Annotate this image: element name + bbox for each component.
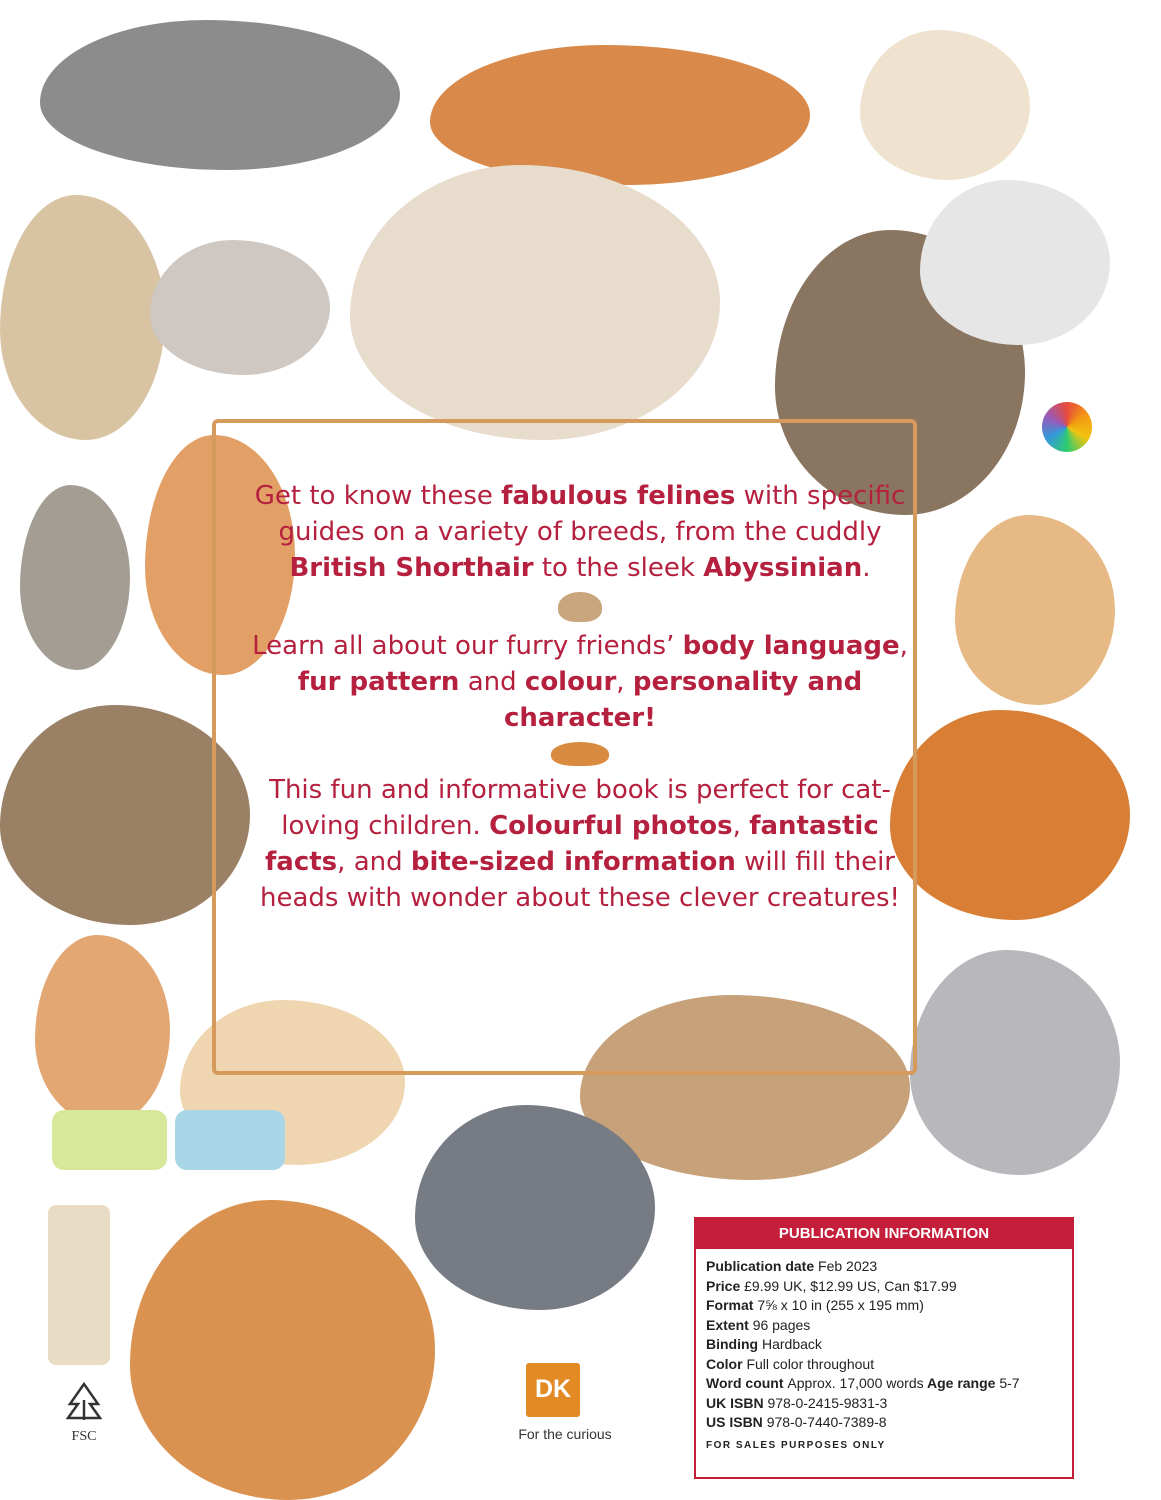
publication-row-label: Color (706, 1355, 747, 1372)
publication-row (706, 1316, 1062, 1336)
publication-row (706, 1413, 1062, 1433)
highlight-text: colour (524, 667, 617, 697)
grey-kitten-photo (150, 240, 330, 375)
highlight-text: fantastic facts (264, 811, 879, 877)
description-paragraph-3 (240, 772, 920, 916)
ginger-longhair-closeup-photo (130, 1200, 435, 1500)
age-range-label: Age range (923, 1375, 1000, 1391)
fsc-label: FSC (71, 1429, 97, 1444)
body-text: , and (337, 847, 411, 877)
body-text: , (732, 811, 750, 841)
lying-kitten-separator-photo (551, 742, 609, 766)
publication-row (706, 1257, 1062, 1277)
body-text: This fun and informative book is perfect for cat-loving children. (269, 775, 891, 841)
scratching-post-photo (48, 1205, 110, 1365)
body-text: with specific guides on a variety of breeds, from the cuddly (278, 481, 906, 547)
publication-row-value: Feb 2023 (818, 1258, 878, 1274)
ginger-kitten-playing-photo (955, 515, 1115, 705)
description-paragraph-1 (240, 478, 920, 586)
fsc-tree-icon (62, 1380, 106, 1424)
fsc-logo (56, 1380, 112, 1445)
publication-row-label: Extent (706, 1316, 753, 1333)
blue-spotted-bowl-photo (175, 1110, 285, 1170)
body-text: . (862, 553, 871, 583)
tabby-kitten-looking-up-photo (20, 485, 130, 670)
dk-logo: DK (526, 1363, 580, 1417)
description-paragraph-2 (240, 628, 920, 736)
publication-info-box (694, 1217, 1074, 1479)
highlight-text: British Shorthair (289, 553, 534, 583)
publication-row-label: Format (706, 1297, 758, 1313)
highlight-text: fur pattern (297, 667, 460, 697)
body-text: will fill their heads with wonder about these clever creatures! (260, 847, 900, 913)
sales-purposes-note: FOR SALES PURPOSES ONLY (706, 1439, 886, 1451)
publication-row-value: 978-0-7440-7389-8 (766, 1414, 887, 1430)
tabby-cat-leaping-photo (40, 20, 400, 170)
publication-row-label: Publication date (706, 1258, 819, 1274)
ginger-kitten-licking-photo (35, 935, 170, 1125)
publication-row (706, 1355, 1062, 1375)
small-kitten-separator-photo (558, 592, 602, 622)
book-description (240, 478, 920, 916)
body-text: , (616, 667, 633, 697)
highlight-text: personality and character! (504, 667, 863, 733)
publication-row-value: Full color throughout (746, 1355, 875, 1372)
highlight-text: fabulous felines (501, 481, 736, 511)
british-shorthair-grey-photo (415, 1105, 655, 1310)
publication-info-rows (706, 1257, 1062, 1433)
grey-fluffy-kitten-photo (910, 950, 1120, 1175)
highlight-text: Abyssinian (703, 553, 863, 583)
cream-kitten-photo (860, 30, 1030, 180)
age-range-value: 5-7 (999, 1375, 1020, 1391)
publication-row (706, 1335, 1062, 1355)
publication-info-body (696, 1249, 1072, 1463)
publication-row-label: Binding (706, 1336, 762, 1352)
publication-row-value: £9.99 UK, $12.99 US, Can $17.99 (744, 1277, 957, 1294)
rainbow-ball-photo (1042, 402, 1092, 452)
publication-row (706, 1374, 1062, 1394)
body-text: to the sleek (533, 553, 704, 583)
publication-row-value: Hardback (762, 1336, 822, 1352)
publication-row-label: UK ISBN (706, 1394, 768, 1411)
publication-row-label: Word count (706, 1375, 788, 1391)
cat-and-kittens-group-photo (350, 165, 720, 440)
green-spotted-bowl-photo (52, 1110, 167, 1170)
siamese-cat-photo (0, 195, 165, 440)
body-text: Get to know these (254, 481, 502, 511)
publication-row-label: Price (706, 1277, 745, 1294)
highlight-text: bite-sized information (410, 847, 736, 877)
publication-row-value: 978-0-2415-9831-3 (767, 1394, 888, 1411)
publication-row (706, 1296, 1062, 1316)
highlight-text: body language (682, 631, 900, 661)
publication-row-value: 7⅝ x 10 in (255 x 195 mm) (757, 1297, 924, 1313)
publisher-tagline: For the curious (518, 1426, 612, 1442)
orange-kitten-with-toy-photo (890, 710, 1130, 920)
publication-row (706, 1277, 1062, 1297)
publication-row-value: Approx. 17,000 words (787, 1375, 924, 1391)
publication-row-value: 96 pages (752, 1316, 811, 1333)
publication-row-label: US ISBN (706, 1414, 767, 1430)
body-text: Learn all about our furry friends’ (252, 631, 683, 661)
ginger-cat-lying-photo (430, 45, 810, 185)
body-text: , (899, 631, 908, 661)
highlight-text: Colourful photos (489, 811, 733, 841)
black-white-kitten-photo (920, 180, 1110, 345)
publication-info-heading: PUBLICATION INFORMATION (696, 1219, 1072, 1249)
publication-row (706, 1394, 1062, 1414)
body-text: and (459, 667, 525, 697)
